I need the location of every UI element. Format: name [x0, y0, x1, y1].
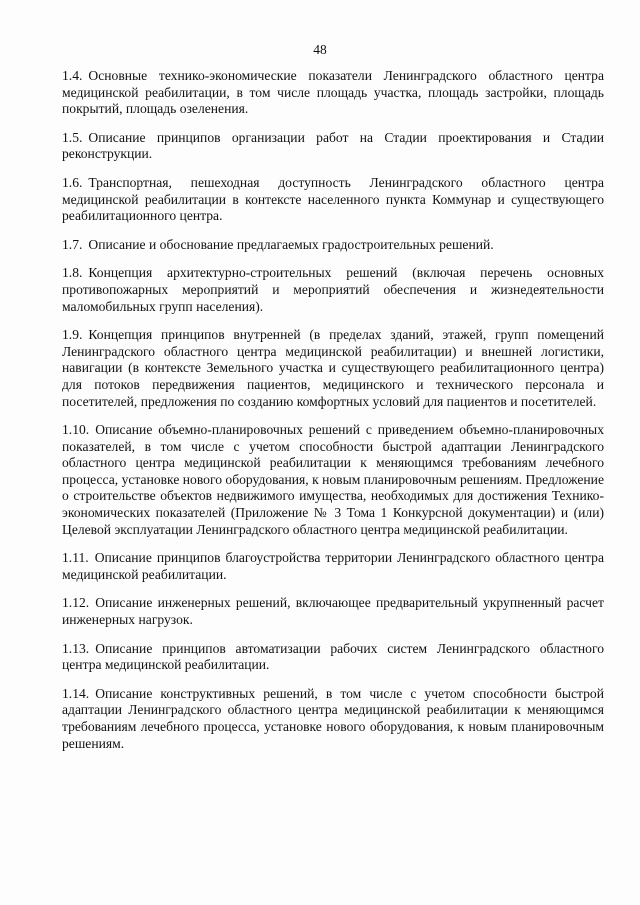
- item-number: 1.9.: [62, 327, 83, 343]
- list-item: [62, 686, 604, 752]
- item-number: 1.6.: [62, 174, 83, 190]
- item-text: Описание принципов благоустройства территории Ленинградского областного центра медицинской реабилитации.: [62, 550, 604, 582]
- list-item: [62, 68, 604, 118]
- list-item: [62, 422, 604, 538]
- list-item: [62, 130, 604, 163]
- document-body: [62, 68, 604, 764]
- item-number: 1.10.: [62, 422, 90, 438]
- item-text: Описание инженерных решений, включающее предварительный укрупненный расчет инженерных нагрузок.: [62, 595, 604, 628]
- list-item: [62, 265, 604, 315]
- item-text: Описание принципов организации работ на Стадии проектирования и Стадии реконструкции.: [62, 129, 604, 162]
- item-number: 1.7.: [62, 236, 83, 252]
- list-item: [62, 237, 604, 254]
- list-item: [62, 641, 604, 674]
- item-text: Основные технико-экономические показатели Ленинградского областного центра медицинской реабилитации, в том числе площадь участка, площадь застройки, площадь покрытий, площадь озеленения.: [62, 68, 604, 117]
- item-text: Транспортная, пешеходная доступность Ленинградского областного центра медицинской реабилитации в контексте населенного пункта Коммунар и существующего реабилитационного центра.: [62, 174, 604, 224]
- list-item: [62, 595, 604, 628]
- list-item: [62, 327, 604, 410]
- item-number: 1.13.: [62, 640, 90, 656]
- item-text: Концепция архитектурно-строительных решений (включая перечень основных противопожарных мероприятий и мероприятий обеспечения и жизнедеятельности маломобильных групп населения).: [62, 265, 604, 314]
- item-text: Описание конструктивных решений, в том числе с учетом способности быстрой адаптации Ленинградского областного центра медицинской реабилитации к меняющимся требованиям лечебного процесса, установке нового оборудования, к новым планировочным решениям.: [62, 685, 604, 751]
- item-number: 1.8.: [62, 265, 83, 281]
- item-number: 1.4.: [62, 68, 83, 83]
- list-item: [62, 175, 604, 225]
- item-text: Описание принципов автоматизации рабочих систем Ленинградского областного центра медицинской реабилитации.: [62, 640, 604, 673]
- item-number: 1.14.: [62, 685, 90, 701]
- item-text: Описание и обоснование предлагаемых градостроительных решений.: [88, 236, 494, 252]
- item-text: Концепция принципов внутренней (в пределах зданий, этажей, групп помещений Ленинградского областного центра медицинской реабилитации) и внешней логистики, навигации (в контексте Земельного участка и существующего реабилитационного центра) для потоков передвижения пациентов, медицинского и технического персонала и посетителей, предложения по созданию комфортных условий для пациентов и посетителей.: [62, 327, 604, 409]
- item-number: 1.12.: [62, 595, 90, 611]
- item-text: Описание объемно-планировочных решений с приведением объемно-планировочных показателей, в том числе с учетом способности быстрой адаптации Ленинградского областного центра медицинской реабилитации к меняющимся требованиям лечебного процесса, установке нового оборудования, к новым планировочным решениям. Предложение о строительстве объектов недвижимого имущества, необходимых для достижения Технико-экономических показателей (Приложение № 3 Тома 1 Конкурсной документации) и (или) Целевой эксплуатации Ленинградского областного центра медицинской реабилитации.: [62, 422, 604, 537]
- item-number: 1.5.: [62, 129, 83, 145]
- item-number: 1.11.: [62, 550, 89, 566]
- page-number: 48: [313, 42, 327, 57]
- list-item: [62, 550, 604, 583]
